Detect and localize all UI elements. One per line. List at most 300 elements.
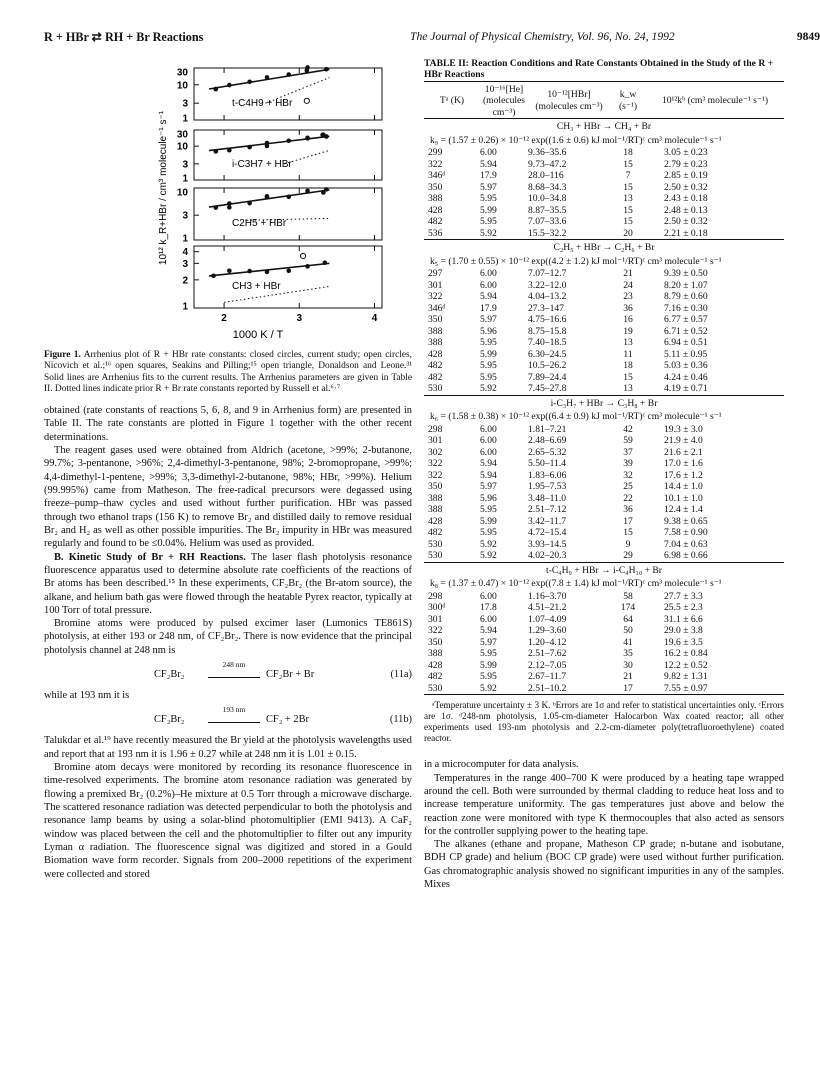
table-row <box>424 458 784 470</box>
table-cell: 388 <box>428 648 443 660</box>
panel-frame <box>194 130 382 180</box>
panel-frame <box>194 246 382 308</box>
table-cell: 58 <box>623 590 633 602</box>
table-row <box>424 447 784 459</box>
table-cell: 5.95 <box>480 371 497 383</box>
table-cell: 5.94 <box>480 158 497 170</box>
table-cell: 17.8 <box>480 602 497 614</box>
table-cell: 298 <box>428 590 443 602</box>
x-tick-label: 4 <box>371 313 378 324</box>
table-cell: 428 <box>428 515 443 527</box>
table-cell: 482 <box>428 216 443 228</box>
table-cell: 6.00 <box>480 446 497 458</box>
table-cell: 5.99 <box>480 204 497 216</box>
reaction-equation: C₂H₅ + HBr → C₂H₆ + Br <box>553 242 655 254</box>
table-cell: 3.48–11.0 <box>528 492 567 504</box>
table-cell: 15 <box>623 216 633 228</box>
x-tick-label: 2 <box>221 313 227 324</box>
table-row <box>424 602 784 614</box>
equation-number: (11b) <box>389 714 412 726</box>
y-tick-label: 3 <box>182 98 188 110</box>
table-cell: 297 <box>428 268 443 280</box>
table-cell: 5.97 <box>480 181 497 193</box>
table-cell: 6.94 ± 0.51 <box>664 337 708 349</box>
y-tick-label: 3 <box>182 159 188 171</box>
table-cell: 17.9 <box>480 302 497 314</box>
equation-11b <box>44 705 412 731</box>
panel-label: i-C3H7 + HBr <box>232 159 292 170</box>
table-row <box>424 625 784 637</box>
table-cell: 10.5–26.2 <box>528 360 567 372</box>
paragraph: Temperatures in the range 400–700 K were produced by a heating tape wrapped around the cell. Both were surrounded by thermal cladding to reduce heat loss and to increase temperature uniformity. The gas temperatures just above and below the reaction zone were monitored with type K thermocouples that also acted as sensors for the controller supplying power to the heating tape. <box>424 772 784 837</box>
arrhenius-figure <box>44 58 414 348</box>
table-cell: 530 <box>428 383 443 395</box>
table-cell: 2.50 ± 0.32 <box>664 216 708 228</box>
running-header-journal <box>410 30 820 45</box>
paragraph: obtained (rate constants of reactions 5, 6, 8, and 9 in Arrhenius form) are presented in Table II. The rate constants are plotted in Figure 1 together with the other recent determinations. <box>44 405 412 443</box>
table-cell: 9.39 ± 0.50 <box>664 268 708 280</box>
table-cell: 2.12–7.05 <box>528 659 567 671</box>
data-point <box>286 72 291 77</box>
table-cell: 41 <box>623 636 633 648</box>
table-cell: 388 <box>428 337 443 349</box>
table-cell: 1.29–3.60 <box>528 625 567 637</box>
table-cell: 23 <box>623 291 633 303</box>
table-cell: 536 <box>428 227 443 239</box>
table-row <box>424 360 784 372</box>
table-row <box>424 372 784 384</box>
data-point <box>305 136 310 141</box>
table-row <box>424 193 784 205</box>
table-cell: 6.30–24.5 <box>528 348 567 360</box>
y-tick-label: 1 <box>182 233 188 245</box>
data-point <box>324 187 329 192</box>
y-tick-label: 10 <box>176 141 188 153</box>
paragraph: Bromine atom decays were monitored by recording its resonance fluorescence in time-resolved experiments. The bromine atom resonance radiation was generated by flowing a premixed Br₂ (0.2%)–He mixture at 0.5 Torr through a microwave discharge. The scattered resonance radiation was detected perpendicular to both the photolysis and resonance lamp beams by using a solar-blind photomultiplier (EMI 9413). A CaF₂ window was placed between the cell and the photomultiplier to filter out any impurity Lyman α radiation. The fluorescence signal was digitized and stored in a Gould Biomation wave form recorder. Signals from 200–2000 repetitions of the experiment were collected and stored <box>44 762 412 880</box>
table-cell: 299 <box>428 147 443 159</box>
arrhenius-fit-line <box>209 263 329 276</box>
table-cell: 5.92 <box>480 550 497 562</box>
table-cell: 388 <box>428 504 443 516</box>
table-row <box>424 648 784 660</box>
journal-citation: The Journal of Physical Chemistry, Vol. 96, No. 24, 1992 <box>410 30 675 43</box>
table-row <box>424 614 784 626</box>
table-cell: 25.5 ± 2.3 <box>664 602 703 614</box>
table-cell: 7.16 ± 0.30 <box>664 302 708 314</box>
table-cell: 10.0–34.8 <box>528 193 567 205</box>
paragraph: in a microcomputer for data analysis. <box>424 759 579 771</box>
table-cell: 31.1 ± 6.6 <box>664 613 703 625</box>
data-point <box>305 189 310 194</box>
y-tick-label: 10 <box>176 80 188 92</box>
column-header: Tᵃ (K) <box>439 95 465 107</box>
data-point <box>324 134 329 139</box>
table-cell: 1.95–7.53 <box>528 481 567 493</box>
table-cell: 301 <box>428 435 443 447</box>
data-point <box>247 145 252 150</box>
table-cell: 6.00 <box>480 590 497 602</box>
table-row <box>424 349 784 361</box>
table-row <box>424 481 784 493</box>
table-row <box>424 671 784 683</box>
table-cell: 5.97 <box>480 481 497 493</box>
table-cell: 4.51–21.2 <box>528 602 567 614</box>
table-cell: 21.9 ± 4.0 <box>664 435 703 447</box>
table-cell: 7 <box>625 170 631 182</box>
left-column <box>44 58 412 881</box>
table-cell: 36 <box>623 302 633 314</box>
table-cell: 7.04 ± 0.63 <box>664 538 708 550</box>
table-cell: 350 <box>428 181 443 193</box>
table-cell: 8.75–15.8 <box>528 325 567 337</box>
table-row <box>424 337 784 349</box>
reaction-heading-row <box>424 120 784 134</box>
table-cell: 5.96 <box>480 492 497 504</box>
table-cell: 12.4 ± 1.4 <box>664 504 703 516</box>
table-cell: 6.00 <box>480 435 497 447</box>
table-cell: 9.73–47.2 <box>528 158 567 170</box>
table-cell: 18 <box>623 360 633 372</box>
table-cell: 1.16–3.70 <box>528 590 567 602</box>
table-cell: 5.92 <box>480 538 497 550</box>
y-tick-label: 3 <box>182 258 188 270</box>
table-cell: 9.36–35.6 <box>528 147 567 159</box>
table-cell: 5.95 <box>480 648 497 660</box>
table-cell: 6.00 <box>480 613 497 625</box>
table-cell: 5.96 <box>480 325 497 337</box>
table-cell: 428 <box>428 659 443 671</box>
table-cell: 1.83–6.06 <box>528 469 567 481</box>
table-cell: 25 <box>623 481 633 493</box>
table-cell: 428 <box>428 348 443 360</box>
table-row <box>424 216 784 228</box>
table-cell: 27.7 ± 3.3 <box>664 590 703 602</box>
table-cell: 428 <box>428 204 443 216</box>
table-cell: 5.95 <box>480 671 497 683</box>
table-cell: 2.43 ± 0.18 <box>664 193 708 205</box>
table-cell: 6.00 <box>480 423 497 435</box>
data-point <box>227 83 232 88</box>
table-cell: 1.81–7.21 <box>528 423 567 435</box>
data-point <box>323 260 328 265</box>
figure-label: Figure 1. <box>44 350 81 360</box>
table-cell: 5.95 <box>480 527 497 539</box>
table-cell: 5.94 <box>480 625 497 637</box>
data-point <box>305 264 310 269</box>
table-cell: 530 <box>428 682 443 694</box>
table-cell: 19.3 ± 3.0 <box>664 423 703 435</box>
table-row <box>424 205 784 217</box>
table-cell: 2.51–7.12 <box>528 504 567 516</box>
table-cell: 19.6 ± 3.5 <box>664 636 703 648</box>
table-row <box>424 170 784 182</box>
table-cell: 482 <box>428 671 443 683</box>
table-footnote: ᵃTemperature uncertainty ± 3 K. ᵇErrors are 1σ and refer to statistical uncertainties only. ᶜErrors are 1σ. ᵈ248-nm photolysis, 1.05-cm-diameter Halocarbon Wax coated reactor; all other experiments used 193-nm photolysis and 2.2-cm-diameter poly(tetrafluoroethylene) coated reactor. <box>424 700 784 744</box>
table-cell: 5.95 <box>480 337 497 349</box>
data-point <box>247 79 252 84</box>
rate-constant-table <box>424 81 784 697</box>
table-cell: 2.48 ± 0.13 <box>664 204 708 216</box>
table-cell: 482 <box>428 371 443 383</box>
table-row <box>424 303 784 315</box>
column-header: 10¹²kᵇ (cm³ molecule⁻¹ s⁻¹) <box>661 95 769 107</box>
arrhenius-row <box>424 577 784 591</box>
table-cell: 300ᵈ <box>428 602 446 614</box>
table-cell: 24 <box>623 279 633 291</box>
table-cell: 4.04–13.2 <box>528 291 567 303</box>
table-cell: 7.40–18.5 <box>528 337 567 349</box>
table-row <box>424 383 784 395</box>
table-cell: 6.77 ± 0.57 <box>664 314 708 326</box>
table-title: TABLE II: Reaction Conditions and Rate Constants Obtained in the Study of the R + HBr Reactions <box>424 58 774 81</box>
table-cell: 3.05 ± 0.23 <box>664 147 708 159</box>
data-point <box>286 138 291 143</box>
column-header: 10⁻¹⁶[He] (molecules cm⁻³) <box>482 83 526 118</box>
table-row <box>424 470 784 482</box>
table-cell: 17 <box>623 682 633 694</box>
table-cell: 7.89–24.4 <box>528 371 567 383</box>
table-cell: 13 <box>623 383 633 395</box>
table-row <box>424 314 784 326</box>
table-row <box>424 539 784 551</box>
table-row <box>424 435 784 447</box>
table-cell: 5.92 <box>480 383 497 395</box>
table-cell: 12.2 ± 0.52 <box>664 659 708 671</box>
table-cell: 388 <box>428 325 443 337</box>
table-row <box>424 660 784 672</box>
y-tick-label: 30 <box>176 129 188 141</box>
table-cell: 8.79 ± 0.60 <box>664 291 708 303</box>
table-row <box>424 504 784 516</box>
table-cell: 21.6 ± 2.1 <box>664 446 703 458</box>
table-cell: 2.85 ± 0.19 <box>664 170 708 182</box>
table-cell: 6.00 <box>480 268 497 280</box>
data-point <box>211 273 216 278</box>
table-cell: 19 <box>623 325 633 337</box>
table-cell: 350 <box>428 314 443 326</box>
table-cell: 17.6 ± 1.2 <box>664 469 703 481</box>
y-tick-label: 1 <box>182 301 188 313</box>
table-cell: 7.55 ± 0.97 <box>664 682 708 694</box>
table-cell: 14.4 ± 1.0 <box>664 481 703 493</box>
table-cell: 42 <box>623 423 633 435</box>
data-point <box>227 205 232 210</box>
data-point <box>214 87 219 92</box>
table-row <box>424 182 784 194</box>
table-cell: 5.99 <box>480 348 497 360</box>
table-cell: 9 <box>625 538 631 550</box>
table-cell: 15 <box>623 158 633 170</box>
data-point <box>214 149 219 154</box>
table-cell: 6.00 <box>480 279 497 291</box>
table-cell: 21 <box>623 268 633 280</box>
table-cell: 2.50 ± 0.32 <box>664 181 708 193</box>
arrow-condition: 193 nm <box>222 705 246 715</box>
paragraph: Bromine atoms were produced by pulsed excimer laser (Lumonics TE861S) photolysis, at either 193 or 248 nm, of CF₂Br₂. There is now evidence that the principal photolysis channel at 248 nm is <box>44 618 412 656</box>
table-row <box>424 683 784 695</box>
column-header: k_w (s⁻¹) <box>618 89 638 112</box>
data-point <box>227 268 232 273</box>
table-cell: 4.02–20.3 <box>528 550 567 562</box>
arrow-condition: 248 nm <box>222 660 246 670</box>
data-point <box>265 144 270 149</box>
y-tick-label: 2 <box>182 275 188 287</box>
paragraph: The alkanes (ethane and propane, Matheson CP grade; n-butane and isobutane, BDH CP grade) and helium (BOC CP grade) were used without further purification. Gas chromatographic analysis showed no significant impurities in any of the samples. Mixes <box>424 839 784 891</box>
table-row <box>424 326 784 338</box>
y-tick-label: 1 <box>182 113 188 125</box>
x-tick-label: 3 <box>296 313 303 324</box>
data-point <box>247 269 252 274</box>
table-cell: 37 <box>623 446 633 458</box>
arrhenius-fit-line <box>209 136 329 150</box>
arrhenius-row <box>424 410 784 424</box>
paragraph: while at 193 nm it is <box>44 690 130 702</box>
arrhenius-row <box>424 134 784 148</box>
page-number: 9849 <box>796 30 820 43</box>
table-cell: 298 <box>428 423 443 435</box>
table-row <box>424 268 784 280</box>
table-cell: 29 <box>623 550 633 562</box>
column-header: 10⁻¹²[HBr] (molecules cm⁻³) <box>535 89 603 112</box>
table-cell: 5.92 <box>480 682 497 694</box>
table-cell: 322 <box>428 458 443 470</box>
table-cell: 5.50–11.4 <box>528 458 567 470</box>
table-cell: 7.58 ± 0.90 <box>664 527 708 539</box>
table-cell: 6.98 ± 0.66 <box>664 550 708 562</box>
reaction-arrow <box>208 705 260 723</box>
table-row <box>424 424 784 436</box>
data-point <box>286 268 291 273</box>
reaction-equation: i-C₃H₇ + HBr → C₃H₈ + Br <box>550 397 658 409</box>
data-point <box>305 68 310 73</box>
data-point <box>265 75 270 80</box>
table-cell: 10.1 ± 1.0 <box>664 492 703 504</box>
table-cell: 2.65–5.32 <box>528 446 567 458</box>
table-cell: 5.95 <box>480 216 497 228</box>
y-tick-label: 3 <box>182 210 188 222</box>
table-cell: 4.24 ± 0.46 <box>664 371 708 383</box>
data-point <box>286 195 291 200</box>
table-cell: 5.94 <box>480 291 497 303</box>
table-cell: 15 <box>623 371 633 383</box>
table-cell: 322 <box>428 158 443 170</box>
paragraph <box>44 551 412 618</box>
table-cell: 16.2 ± 0.84 <box>664 648 708 660</box>
table-cell: 482 <box>428 527 443 539</box>
table-cell: 3.93–14.5 <box>528 538 567 550</box>
arrhenius-row <box>424 255 784 269</box>
table-cell: 7.45–27.8 <box>528 383 567 395</box>
arrhenius-plot <box>44 58 414 348</box>
table-cell: 1.20–4.12 <box>528 636 567 648</box>
reaction-arrow <box>208 660 260 678</box>
data-point <box>227 148 232 153</box>
table-cell: 8.68–34.3 <box>528 181 567 193</box>
table-cell: 15 <box>623 181 633 193</box>
equation-lhs: CF₂Br₂ <box>154 669 185 681</box>
equation-rhs: CF₂ + 2Br <box>266 714 309 726</box>
table-cell: 5.99 <box>480 515 497 527</box>
table-cell: 20 <box>623 227 633 239</box>
paragraph: The reagent gases used were obtained from Aldrich (acetone, >99%; 2-butanone, 99.7%; 3-pentanone, >96%; 2,4-dimethyl-3-pentanone, 98%; 2-bromopropane, >99%; 4,4-dimethyl-1-pentene, >99%; 3,3-dimethyl-2-butanone, 98%; HBr, >99%). Helium (99.995%) came from Matheson. The free-radical precursors were degassed using freeze–pump–thaw cycles and used without further purification. HBr was passed through two ethanol traps (156 K) to remove Br₂ and distilled daily to remove residual Br₂ and H₂ as well as other possible impurities. The Br₂ impurity in HBr was measured regularly and found to be ≤0.04%. Helium was used as provided. <box>44 445 412 550</box>
table-cell: 530 <box>428 538 443 550</box>
table-cell: 9.82 ± 1.31 <box>664 671 708 683</box>
table-cell: 15 <box>623 204 633 216</box>
paragraph-text: The laser flash photolysis resonance fluorescence apparatus used to determine absolute rate coefficients of the reactions of Br atoms has been described.¹⁵ In these experiments, CF₂Br₂ (the Br-atom source), the alkane, and helium bath gas were flowed through the heatable Pyrex reactor, typically at 100 Torr of total pressure. <box>44 551 412 616</box>
table-cell: 7.07–12.7 <box>528 268 567 280</box>
table-cell: 8.87–35.5 <box>528 204 567 216</box>
table-cell: 39 <box>623 458 633 470</box>
table-cell: 27.3–147 <box>528 302 564 314</box>
table-cell: 36 <box>623 504 633 516</box>
y-tick-label: 1 <box>182 173 188 185</box>
table-cell: 482 <box>428 360 443 372</box>
table-cell: 5.95 <box>480 360 497 372</box>
table-cell: 346ᵈ <box>428 302 446 314</box>
arrhenius-fit-line <box>209 190 329 207</box>
table-cell: 29.0 ± 3.8 <box>664 625 703 637</box>
table-cell: 17 <box>623 515 633 527</box>
paragraph: Talukdar et al.¹⁹ have recently measured the Br yield at the photolysis wavelengths used and report that at 193 nm it is 1.96 ± 0.27 while at 248 nm it is 1.01 ± 0.15. <box>44 735 412 760</box>
table-cell: 16 <box>623 314 633 326</box>
arrhenius-expression: k₆ = (1.58 ± 0.38) × 10⁻¹² exp((6.4 ± 0.9) kJ mol⁻¹/RT)ᶜ cm³ molecule⁻¹ s⁻¹ <box>430 411 722 423</box>
table-cell: 50 <box>623 625 633 637</box>
table-cell: 2.21 ± 0.18 <box>664 227 708 239</box>
table-cell: 17.0 ± 1.6 <box>664 458 703 470</box>
table-row <box>424 147 784 159</box>
table-cell: 28.0–116 <box>528 170 564 182</box>
table-header-row <box>424 84 784 119</box>
table-row <box>424 280 784 292</box>
table-cell: 13 <box>623 337 633 349</box>
x-axis-label: 1000 K / T <box>232 329 284 341</box>
table-cell: 11 <box>623 348 633 360</box>
table-cell: 350 <box>428 481 443 493</box>
prior-data-point <box>300 253 305 258</box>
table-row <box>424 527 784 539</box>
table-row <box>424 637 784 649</box>
panel-label: t-C4H9 + HBr <box>232 98 293 109</box>
table-cell: 2.51–7.62 <box>528 648 567 660</box>
table-cell: 302 <box>428 446 443 458</box>
data-point <box>214 205 219 210</box>
section-heading: B. Kinetic Study of Br + RH Reactions. <box>54 551 246 563</box>
table-row <box>424 159 784 171</box>
table-cell: 322 <box>428 291 443 303</box>
table-cell: 530 <box>428 550 443 562</box>
figure-caption <box>44 350 412 395</box>
table-cell: 32 <box>623 469 633 481</box>
equation-number: (11a) <box>390 669 412 681</box>
table-row <box>424 516 784 528</box>
table-cell: 30 <box>623 659 633 671</box>
table-cell: 18 <box>623 147 633 159</box>
table-cell: 6.71 ± 0.52 <box>664 325 708 337</box>
table-cell: 5.94 <box>480 458 497 470</box>
table-cell: 17.9 <box>480 170 497 182</box>
table-cell: 5.92 <box>480 227 497 239</box>
data-point <box>247 201 252 206</box>
table-cell: 15.5–32.2 <box>528 227 567 239</box>
prior-data-point <box>304 98 309 103</box>
reaction-heading-row <box>424 564 784 578</box>
data-point <box>324 67 329 72</box>
equation-rhs: CF₂Br + Br <box>266 669 315 681</box>
table-cell: 301 <box>428 279 443 291</box>
table-row <box>424 550 784 562</box>
table-cell: 13 <box>623 193 633 205</box>
table-cell: 350 <box>428 636 443 648</box>
